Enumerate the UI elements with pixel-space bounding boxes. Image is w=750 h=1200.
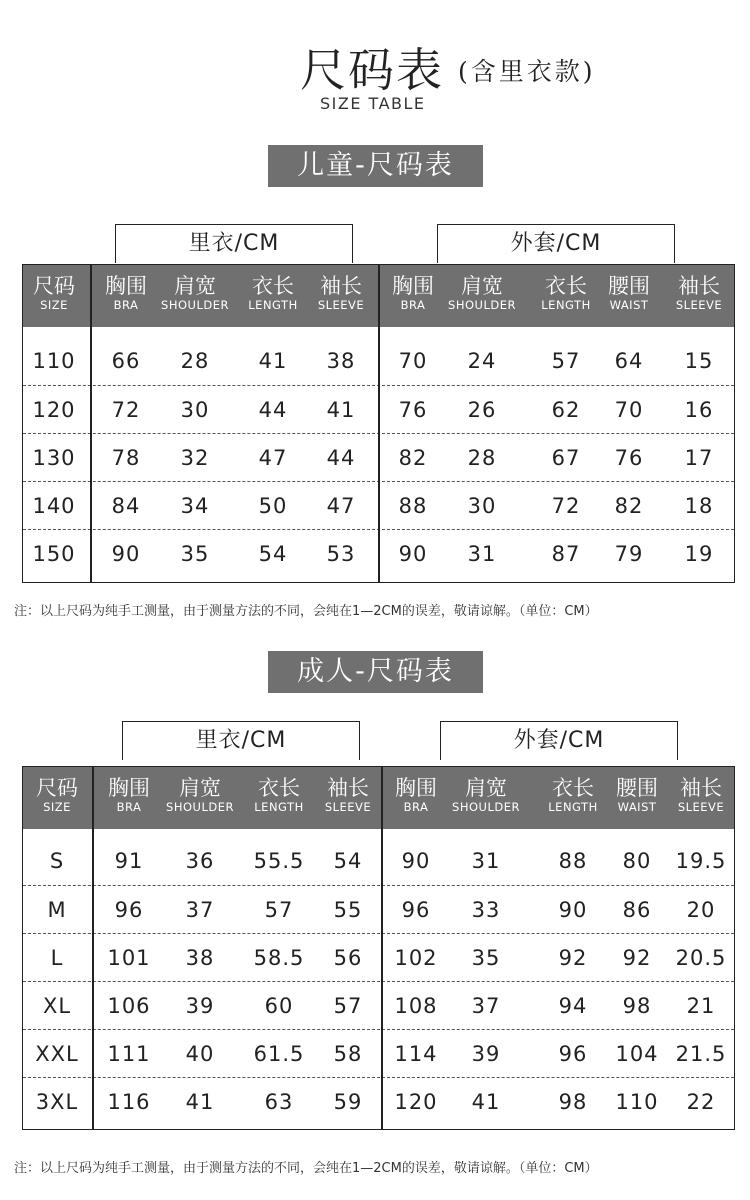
column-header — [147, 265, 243, 327]
column-divider — [90, 265, 92, 582]
measurement-cell: 116 — [107, 1090, 151, 1114]
kids-group-outer: 外套/CM — [437, 224, 675, 263]
measurement-cell: 17 — [684, 446, 714, 470]
measurement-cell: 106 — [107, 994, 151, 1018]
measurement-cell: 20.5 — [675, 946, 727, 970]
measurement-cell: 19.5 — [675, 849, 727, 873]
measurement-cell: 22 — [686, 1090, 716, 1114]
measurement-cell: 87 — [551, 542, 581, 566]
measurement-cell: 31 — [467, 542, 497, 566]
column-header-english: LENGTH — [248, 298, 298, 312]
column-header-label: 肩宽 — [461, 274, 503, 298]
measurement-cell: 34 — [180, 494, 210, 518]
table-row — [23, 837, 734, 885]
measurement-cell: 53 — [326, 542, 356, 566]
column-header — [99, 767, 159, 829]
column-header-english: SHOULDER — [448, 298, 516, 312]
column-header-label: 袖长 — [678, 274, 720, 298]
column-header-english: SIZE — [43, 800, 71, 814]
column-header-label: 腰围 — [616, 776, 658, 800]
measurement-cell: 76 — [398, 398, 428, 422]
measurement-cell: 96 — [558, 1042, 588, 1066]
kids-group-inner: 里衣/CM — [115, 224, 353, 263]
measurement-cell: 91 — [114, 849, 144, 873]
measurement-cell: 82 — [398, 446, 428, 470]
measurement-cell: 66 — [111, 349, 141, 373]
column-header-english: BRA — [403, 800, 429, 814]
column-header-english: SLEEVE — [677, 800, 725, 814]
measurement-cell: 96 — [114, 898, 144, 922]
measurement-cell: 37 — [185, 898, 215, 922]
column-header-label: 胸围 — [108, 776, 150, 800]
column-header-english: SLEEVE — [324, 800, 372, 814]
measurement-cell: 57 — [333, 994, 363, 1018]
column-header-label: 袖长 — [320, 274, 362, 298]
measurement-cell: 104 — [615, 1042, 659, 1066]
column-header-english: WAIST — [617, 800, 657, 814]
column-header-english: WAIST — [609, 298, 649, 312]
measurement-cell: 28 — [467, 446, 497, 470]
size-cell: 120 — [32, 398, 76, 422]
column-divider — [378, 265, 380, 582]
measurement-cell: 41 — [185, 1090, 215, 1114]
measurement-cell: 88 — [398, 494, 428, 518]
measurement-cell: 79 — [614, 542, 644, 566]
column-header — [308, 265, 374, 327]
column-header — [537, 767, 609, 829]
measurement-cell: 38 — [185, 946, 215, 970]
size-cell: XL — [42, 994, 72, 1018]
measurement-cell: 61.5 — [253, 1042, 305, 1066]
page-title-english: SIZE TABLE — [320, 94, 426, 113]
column-header-english: LENGTH — [541, 298, 591, 312]
measurement-cell: 88 — [558, 849, 588, 873]
measurement-cell: 114 — [394, 1042, 438, 1066]
column-divider — [381, 767, 383, 1129]
column-header — [601, 265, 657, 327]
column-header-label: 袖长 — [327, 776, 369, 800]
measurement-cell: 38 — [326, 349, 356, 373]
column-header-english: BRA — [400, 298, 426, 312]
size-cell: L — [50, 946, 64, 970]
size-cell: XXL — [35, 1042, 79, 1066]
measurement-cell: 19 — [684, 542, 714, 566]
measurement-cell: 28 — [180, 349, 210, 373]
column-header-label: 尺码 — [36, 776, 78, 800]
table-row — [23, 981, 734, 1030]
measurement-cell: 18 — [684, 494, 714, 518]
column-header — [530, 265, 602, 327]
adults-group-inner: 里衣/CM — [122, 721, 360, 760]
size-cell: 3XL — [35, 1090, 79, 1114]
measurement-cell: 41 — [326, 398, 356, 422]
column-header-label: 胸围 — [105, 274, 147, 298]
measurement-cell: 90 — [111, 542, 141, 566]
column-header-label: 肩宽 — [174, 274, 216, 298]
measurement-cell: 110 — [615, 1090, 659, 1114]
measurement-cell: 94 — [558, 994, 588, 1018]
page-header — [0, 30, 750, 113]
column-header — [26, 265, 82, 327]
column-header-english: LENGTH — [254, 800, 304, 814]
measurement-cell: 37 — [471, 994, 501, 1018]
measurement-cell: 101 — [107, 946, 151, 970]
column-header — [438, 767, 534, 829]
column-header-english: SHOULDER — [166, 800, 234, 814]
adults-group-outer: 外套/CM — [440, 721, 678, 760]
size-cell: 130 — [32, 446, 76, 470]
measurement-cell: 39 — [471, 1042, 501, 1066]
table-row — [23, 1077, 734, 1126]
measurement-cell: 56 — [333, 946, 363, 970]
adults-note: 注：以上尺码为纯手工测量，由于测量方法的不同，会纯在1—2CM的误差，敬请谅解。（单位：CM） — [14, 1161, 598, 1176]
column-header-english: BRA — [113, 298, 139, 312]
size-cell: 150 — [32, 542, 76, 566]
column-header — [666, 265, 732, 327]
measurement-cell: 57 — [551, 349, 581, 373]
measurement-cell: 33 — [471, 898, 501, 922]
table-row — [23, 933, 734, 982]
measurement-cell: 55 — [333, 898, 363, 922]
measurement-cell: 59 — [333, 1090, 363, 1114]
measurement-cell: 80 — [622, 849, 652, 873]
measurement-cell: 44 — [258, 398, 288, 422]
measurement-cell: 86 — [622, 898, 652, 922]
measurement-cell: 78 — [111, 446, 141, 470]
kids-size-table — [22, 264, 735, 583]
column-header — [668, 767, 734, 829]
column-header-label: 衣长 — [545, 274, 587, 298]
column-header — [243, 767, 315, 829]
measurement-cell: 98 — [622, 994, 652, 1018]
measurement-cell: 16 — [684, 398, 714, 422]
measurement-cell: 67 — [551, 446, 581, 470]
measurement-cell: 120 — [394, 1090, 438, 1114]
measurement-cell: 84 — [111, 494, 141, 518]
page-subtitle: (含里衣款) — [458, 57, 596, 86]
column-header-english: SHOULDER — [161, 298, 229, 312]
column-header — [434, 265, 530, 327]
column-header-label: 尺码 — [33, 274, 75, 298]
size-cell: S — [49, 849, 65, 873]
measurement-cell: 50 — [258, 494, 288, 518]
measurement-cell: 72 — [111, 398, 141, 422]
measurement-cell: 40 — [185, 1042, 215, 1066]
column-header — [152, 767, 248, 829]
column-divider — [92, 767, 94, 1129]
column-header-label: 衣长 — [552, 776, 594, 800]
column-header-label: 胸围 — [395, 776, 437, 800]
column-header-english: SLEEVE — [317, 298, 365, 312]
measurement-cell: 39 — [185, 994, 215, 1018]
column-header — [385, 265, 441, 327]
measurement-cell: 108 — [394, 994, 438, 1018]
measurement-cell: 90 — [558, 898, 588, 922]
table-row — [23, 885, 734, 934]
measurement-cell: 60 — [264, 994, 294, 1018]
measurement-cell: 21 — [686, 994, 716, 1018]
measurement-cell: 30 — [180, 398, 210, 422]
adults-banner: 成人-尺码表 — [268, 651, 483, 693]
measurement-cell: 47 — [326, 494, 356, 518]
size-cell: 140 — [32, 494, 76, 518]
column-header-label: 胸围 — [392, 274, 434, 298]
measurement-cell: 15 — [684, 349, 714, 373]
column-header-label: 肩宽 — [179, 776, 221, 800]
adults-size-table — [22, 766, 735, 1130]
measurement-cell: 31 — [471, 849, 501, 873]
measurement-cell: 54 — [333, 849, 363, 873]
measurement-cell: 98 — [558, 1090, 588, 1114]
kids-note: 注：以上尺码为纯手工测量，由于测量方法的不同，会纯在1—2CM的误差，敬请谅解。（单位：CM） — [14, 604, 598, 619]
measurement-cell: 47 — [258, 446, 288, 470]
measurement-cell: 55.5 — [253, 849, 305, 873]
measurement-cell: 64 — [614, 349, 644, 373]
column-header — [315, 767, 381, 829]
measurement-cell: 44 — [326, 446, 356, 470]
column-header — [27, 767, 87, 829]
measurement-cell: 72 — [551, 494, 581, 518]
column-header-english: SLEEVE — [675, 298, 723, 312]
column-header-label: 衣长 — [258, 776, 300, 800]
column-header-label: 肩宽 — [465, 776, 507, 800]
measurement-cell: 26 — [467, 398, 497, 422]
measurement-cell: 62 — [551, 398, 581, 422]
measurement-cell: 57 — [264, 898, 294, 922]
size-cell: 110 — [32, 349, 76, 373]
column-header — [237, 265, 309, 327]
measurement-cell: 36 — [185, 849, 215, 873]
measurement-cell: 35 — [180, 542, 210, 566]
measurement-cell: 30 — [467, 494, 497, 518]
column-header-label: 腰围 — [608, 274, 650, 298]
measurement-cell: 35 — [471, 946, 501, 970]
column-header-english: LENGTH — [548, 800, 598, 814]
measurement-cell: 92 — [622, 946, 652, 970]
measurement-cell: 90 — [398, 542, 428, 566]
kids-banner: 儿童-尺码表 — [268, 145, 483, 187]
measurement-cell: 32 — [180, 446, 210, 470]
column-header-english: SIZE — [40, 298, 68, 312]
measurement-cell: 41 — [258, 349, 288, 373]
measurement-cell: 96 — [401, 898, 431, 922]
measurement-cell: 111 — [107, 1042, 151, 1066]
page-title: 尺码表 — [300, 43, 444, 97]
measurement-cell: 70 — [398, 349, 428, 373]
measurement-cell: 76 — [614, 446, 644, 470]
measurement-cell: 41 — [471, 1090, 501, 1114]
column-header — [609, 767, 665, 829]
column-header-label: 衣长 — [252, 274, 294, 298]
measurement-cell: 58 — [333, 1042, 363, 1066]
measurement-cell: 24 — [467, 349, 497, 373]
measurement-cell: 54 — [258, 542, 288, 566]
measurement-cell: 90 — [401, 849, 431, 873]
table-row — [23, 1029, 734, 1078]
column-header-label: 袖长 — [680, 776, 722, 800]
measurement-cell: 20 — [686, 898, 716, 922]
measurement-cell: 82 — [614, 494, 644, 518]
measurement-cell: 102 — [394, 946, 438, 970]
column-header-english: SHOULDER — [452, 800, 520, 814]
column-header — [388, 767, 444, 829]
measurement-cell: 63 — [264, 1090, 294, 1114]
size-cell: M — [47, 898, 67, 922]
measurement-cell: 58.5 — [253, 946, 305, 970]
measurement-cell: 70 — [614, 398, 644, 422]
measurement-cell: 21.5 — [675, 1042, 727, 1066]
column-header-english: BRA — [116, 800, 142, 814]
measurement-cell: 92 — [558, 946, 588, 970]
